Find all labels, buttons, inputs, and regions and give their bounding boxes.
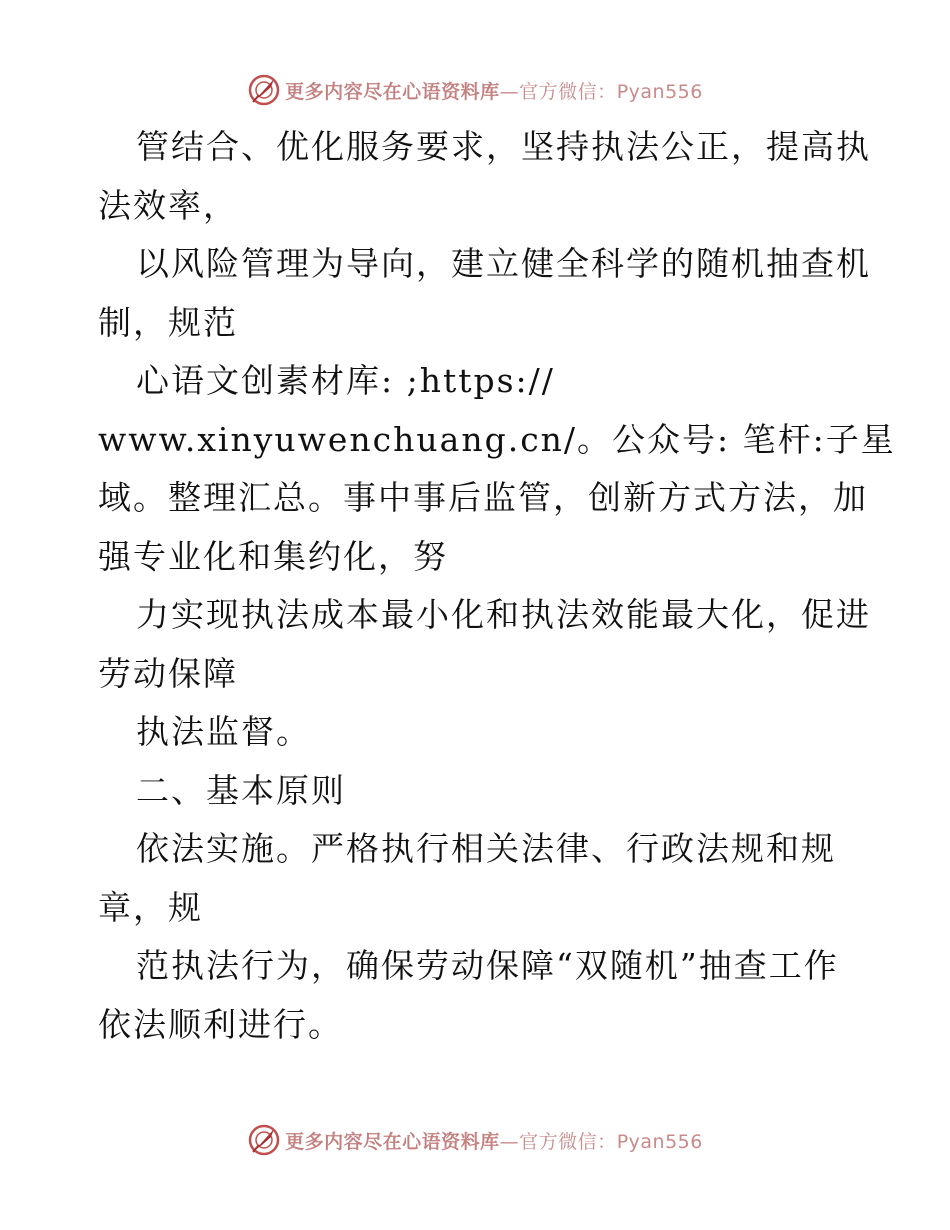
banner-dash: — bbox=[499, 1130, 520, 1153]
banner-wechat-label: 官方微信： bbox=[519, 80, 617, 103]
paragraph-line: 力实现执法成本最小化和执法效能最大化，促进 bbox=[136, 595, 871, 634]
document-body bbox=[98, 118, 896, 1054]
paragraph-line: www.xinyuwenchuang.cn/。公众号: 笔杆:子星 bbox=[98, 419, 896, 459]
banner-text bbox=[285, 77, 703, 104]
banner-brand: 更多内容尽在心语资料库 bbox=[285, 1130, 500, 1153]
banner-wechat-id: Pyan556 bbox=[616, 80, 703, 103]
paragraph-line: 管结合、优化服务要求，坚持执法公正，提高执 bbox=[136, 127, 871, 166]
banner-brand: 更多内容尽在心语资料库 bbox=[285, 80, 500, 103]
footer-banner bbox=[0, 1120, 950, 1160]
quill-logo-icon bbox=[247, 73, 281, 107]
section-heading: 二、基本原则 bbox=[136, 770, 346, 810]
banner-wechat-id: Pyan556 bbox=[616, 1130, 703, 1153]
paragraph-line: 制，规范 bbox=[98, 302, 238, 342]
paragraph-line: 范执法行为，确保劳动保障“双随机”抽查工作 bbox=[136, 946, 839, 985]
banner-dash: — bbox=[499, 80, 520, 103]
paragraph-line: 劳动保障 bbox=[98, 653, 238, 693]
paragraph-line: 依法顺利进行。 bbox=[98, 1004, 343, 1044]
paragraph-line: 强专业化和集约化，努 bbox=[98, 536, 448, 576]
header-banner bbox=[0, 70, 950, 110]
paragraph-line: 依法实施。严格执行相关法律、行政法规和规 bbox=[136, 829, 836, 868]
paragraph-line: 域。整理汇总。事中事后监管，创新方式方法，加 bbox=[98, 478, 868, 517]
paragraph-line: 章，规 bbox=[98, 887, 203, 927]
banner-text bbox=[285, 1127, 703, 1154]
paragraph-line: 以风险管理为导向，建立健全科学的随机抽查机 bbox=[136, 244, 871, 283]
quill-logo-icon bbox=[247, 1123, 281, 1157]
banner-wechat-label: 官方微信： bbox=[519, 1130, 617, 1153]
paragraph-line: 心语文创素材库: ;https:// bbox=[136, 361, 555, 400]
paragraph-line: 执法监督。 bbox=[136, 712, 311, 751]
paragraph-line: 法效率， bbox=[98, 185, 238, 225]
